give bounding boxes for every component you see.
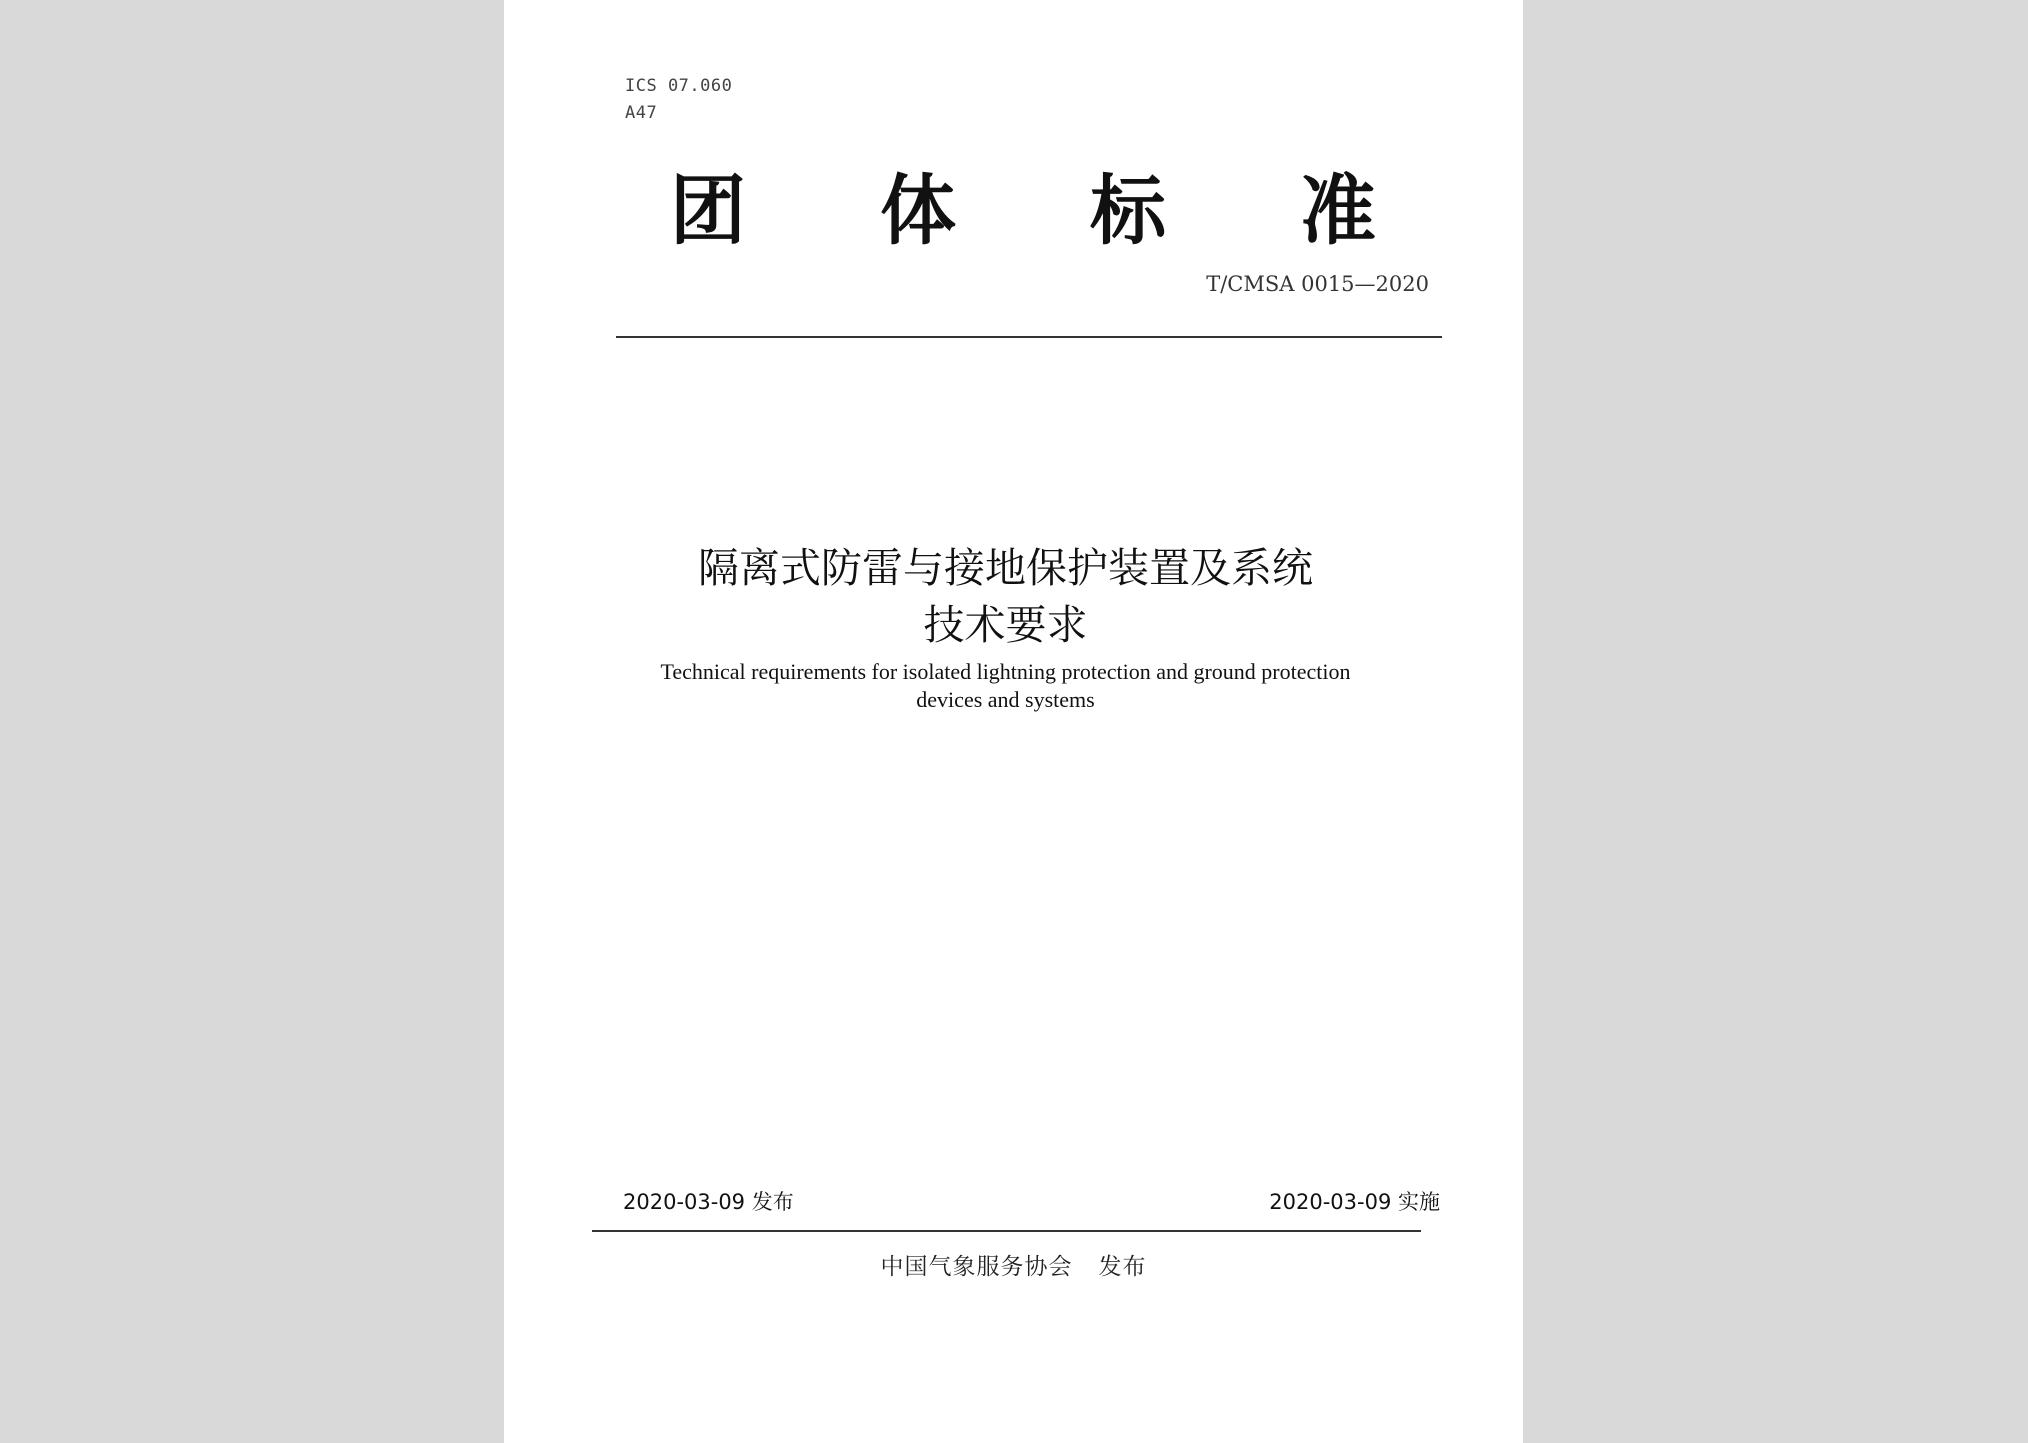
heading-char: 准 <box>1300 166 1376 255</box>
heading-char: 体 <box>880 166 956 255</box>
header-divider <box>616 336 1442 338</box>
standard-number: T/CMSA 0015—2020 <box>1206 272 1429 296</box>
footer-divider <box>592 1230 1421 1232</box>
implementation-date: 2020-03-09 实施 <box>1269 1190 1440 1214</box>
ccs-code: A47 <box>625 103 658 123</box>
publisher-name: 中国气象服务协会 <box>880 1254 1073 1280</box>
document-page <box>504 0 1523 1443</box>
title-chinese-line-2: 技术要求 <box>923 601 1088 649</box>
title-english-line-2: devices and systems <box>916 687 1095 712</box>
ics-code: ICS 07.060 <box>625 76 733 96</box>
title-english-line-1: Technical requirements for isolated lightning protection and ground protection <box>660 659 1351 684</box>
standard-type-heading <box>670 166 1400 256</box>
heading-char: 团 <box>670 166 746 255</box>
issue-date: 2020-03-09 发布 <box>623 1190 794 1214</box>
publisher-line <box>504 1248 1523 1281</box>
publisher-action: 发布 <box>1098 1254 1147 1280</box>
heading-char: 标 <box>1090 166 1166 255</box>
title-chinese-line-1: 隔离式防雷与接地保护装置及系统 <box>698 544 1313 592</box>
